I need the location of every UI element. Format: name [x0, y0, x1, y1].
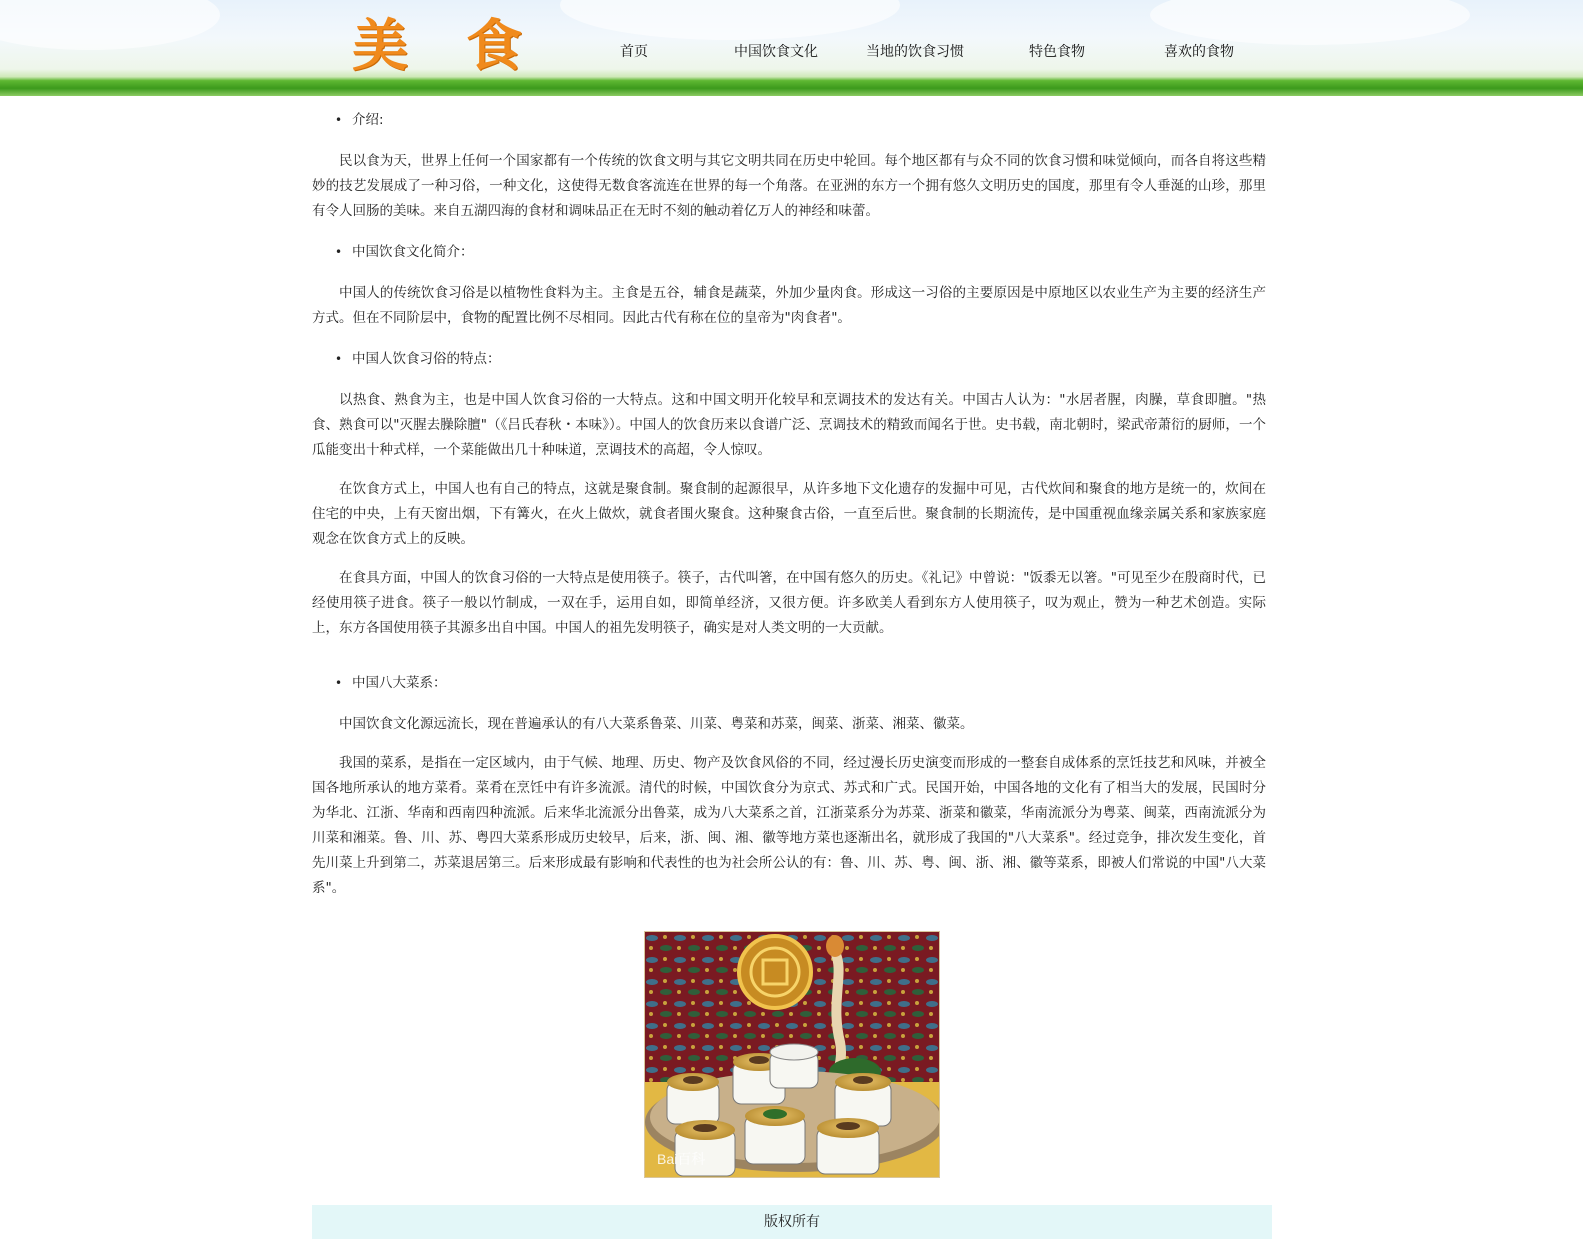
paragraph: 中国饮食文化源远流长，现在普遍承认的有八大菜系鲁菜、川菜、粤菜和苏菜，闽菜、浙菜、湘菜、徽菜。 [339, 716, 974, 732]
site-footer [312, 1205, 1272, 1239]
banquet-photo-illustration [645, 932, 939, 1177]
section-heading: • 中国八大菜系： [312, 671, 1266, 696]
paragraph: 以热食、熟食为主，也是中国人饮食习俗的一大特点。这和中国文明开化较早和烹调技术的发达有关。中国古人认为："水居者腥，肉臊，草食即膻。"热食、熟食可以"灭腥去臊除膻"（《吕氏春秋・本味》）。中国人的饮食历来以食谱广泛、烹调技术的精致而闻名于世。史书载，南北朝时，梁武帝萧衍的厨师，一个瓜能变出十种式样，一个菜能做出几十种味道，烹调技术的高超，令人惊叹。 [312, 392, 1266, 458]
main-content [312, 108, 1266, 901]
nav-chinese-food-culture[interactable]: 中国饮食文化 [734, 44, 818, 60]
paragraph: 在饮食方式上，中国人也有自己的特点，这就是聚食制。聚食制的起源很早，从许多地下文化遗存的发掘中可见，古代炊间和聚食的地方是统一的，炊间在住宅的中央，上有天窗出烟，下有篝火，在火上做炊，就食者围火聚食。这种聚食古俗，一直至后世。聚食制的长期流传，是中国重视血缘亲属关系和家族家庭观念在饮食方式上的反映。 [312, 481, 1266, 547]
nav-home[interactable]: 首页 [620, 44, 648, 60]
cloud-decoration [1150, 0, 1470, 45]
section-heading: • 中国饮食文化简介： [312, 240, 1266, 265]
nav-specialty-food[interactable]: 特色食物 [1029, 44, 1085, 60]
nav-local-food-habits[interactable]: 当地的饮食习惯 [866, 44, 964, 60]
paragraph: 民以食为天，世界上任何一个国家都有一个传统的饮食文明与其它文明共同在历史中轮回。每个地区都有与众不同的饮食习惯和味觉倾向，而各自将这些精妙的技艺发展成了一种习俗，一种文化，这使得无数食客流连在世界的每一个角落。在亚洲的东方一个拥有悠久文明历史的国度，那里有令人垂涎的山珍，那里有令人回肠的美味。来自五湖四海的食材和调味品正在无时不刻的触动着亿万人的神经和味蕾。 [312, 153, 1266, 219]
main-nav [0, 40, 1583, 64]
cloud-decoration [560, 0, 900, 40]
copyright-text: 版权所有 [764, 1214, 820, 1230]
paragraph: 我国的菜系，是指在一定区域内，由于气候、地理、历史、物产及饮食风俗的不同，经过漫长历史演变而形成的一整套自成体系的烹饪技艺和风味，并被全国各地所承认的地方菜肴。菜肴在烹饪中有许多流派。清代的时候，中国饮食分为京式、苏式和广式。民国开始，中国各地的文化有了相当大的发展，民国时分为华北、江浙、华南和西南四种流派。后来华北流派分出鲁菜，成为八大菜系之首，江浙菜系分为苏菜、浙菜和徽菜，华南流派分为粤菜、闽菜，西南流派分为川菜和湘菜。鲁、川、苏、粤四大菜系形成历史较早，后来，浙、闽、湘、徽等地方菜也逐渐出名，就形成了我国的"八大菜系"。经过竞争，排次发生变化，首先川菜上升到第二，苏菜退居第三。后来形成最有影响和代表性的也为社会所公认的有：鲁、川、苏、粤、闽、浙、湘、徽等菜系，即被人们常说的中国"八大菜系"。 [312, 755, 1266, 896]
site-header [0, 0, 1583, 96]
paragraph: 在食具方面，中国人的饮食习俗的一大特点是使用筷子。筷子，古代叫箸，在中国有悠久的历史。《礼记》中曾说："饭黍无以箸。"可见至少在殷商时代，已经使用筷子进食。筷子一般以竹制成，一双在手，运用自如，即简单经济，又很方便。许多欧美人看到东方人使用筷子，叹为观止，赞为一种艺术创造。实际上，东方各国使用筷子其源多出自中国。中国人的祖先发明筷子，确实是对人类文明的一大贡献。 [312, 570, 1266, 636]
banquet-photo [644, 931, 940, 1178]
nav-favorite-food[interactable]: 喜欢的食物 [1164, 44, 1234, 60]
paragraph: 中国人的传统饮食习俗是以植物性食料为主。主食是五谷，辅食是蔬菜，外加少量肉食。形成这一习俗的主要原因是中原地区以农业生产为主要的经济生产方式。但在不同阶层中，食物的配置比例不尽相同。因此古代有称在位的皇帝为"肉食者"。 [312, 285, 1266, 326]
photo-watermark: Bai百科 [657, 1151, 706, 1167]
logo-char: 食 [466, 13, 522, 79]
section-heading: • 介绍: [312, 108, 1266, 133]
logo-char: 美 [352, 13, 408, 79]
section-heading: • 中国人饮食习俗的特点： [312, 347, 1266, 372]
